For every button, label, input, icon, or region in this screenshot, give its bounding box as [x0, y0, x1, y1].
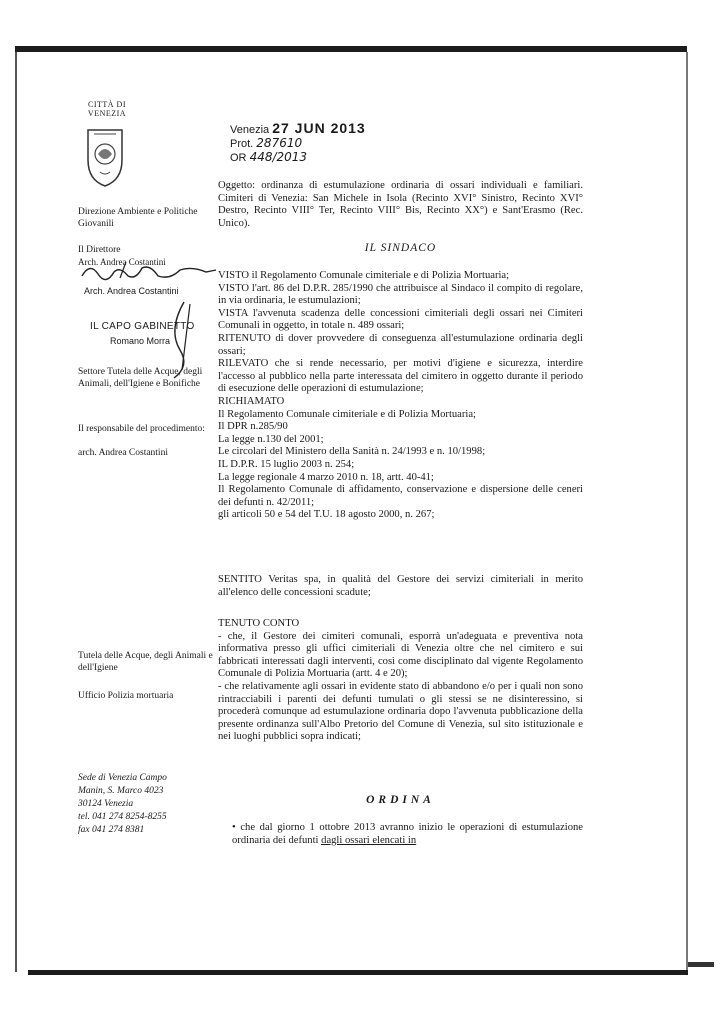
ordina-text: che dal giorno 1 ottobre 2013 avranno inizio le operazioni di estumulazione ordinaria dei defunti — [232, 822, 584, 846]
richiamato-item: La legge regionale 4 marzo 2010 n. 18, artt. 40-41; — [218, 471, 434, 483]
subject-text: ordinanza di estumulazione ordinaria di ossari individuali e familiari. Cimiteri di Venezia: San Michele in Isola (Recinto XVI° Sinistro, Recinto XVI° Destro, Recinto VIII° Ter, Recinto VIII° Bis, Recinto XX°) e Sant'Erasmo (Rec. Unico). — [218, 180, 583, 229]
office-tutela: Tutela delle Acque, degli Animali e dell'Igiene — [78, 651, 213, 673]
premises — [218, 270, 583, 522]
city-name — [85, 100, 129, 118]
richiamato-item: gli articoli 50 e 54 del T.U. 18 agosto 2000, n. 267; — [218, 509, 435, 521]
office-polizia: Ufficio Polizia mortuaria — [78, 691, 174, 701]
scan-border-top — [15, 46, 687, 52]
tenuto-heading: TENUTO CONTO — [218, 618, 300, 629]
address-line: Sede di Venezia Campo — [78, 773, 167, 783]
document-header — [230, 122, 366, 165]
capo-gabinetto-stamp: IL CAPO GABINETTO — [90, 321, 195, 332]
city-line-2: VENEZIA — [87, 109, 127, 118]
ordina-underlined: dagli ossari elencati in — [321, 834, 417, 846]
director-name: Arch. Andrea Costantini — [78, 257, 166, 267]
tenuto-item-1: - che, il Gestore dei cimiteri comunali, esporrà un'adeguata e preventiva nota informativa presso gli uffici cimiteriali di Venezia oltre che nel cimitero e sui fabbricati interessati dagli interventi, così come disciplinato dal vigente Regolamento Comunale di Polizia Mortuaria (artt. 4 e 20); — [218, 630, 583, 680]
capo-gabinetto-name: Romano Morra — [110, 336, 171, 346]
subject — [218, 180, 583, 230]
tenuto-item-2: - che relativamente agli ossari in evidente stato di abbandono e/o per i quali non sono rintracciabili i parenti dei defunti tumulati o gli stessi se ne disinteressino, si procederà comunque ad estumulazione ordinaria dopo l'avvenuta pubblicazione della presente ordinanza sull'Albo Pretorio del Comune di Venezia, sul sito istituzionale e nei luoghi pubblici sopra indicati; — [218, 680, 583, 743]
city-line-1: CITTÀ DI — [88, 100, 126, 109]
visto-2: VISTO l'art. 86 del D.P.R. 285/1990 che attribuisce al Sindaco il compito di regolare, in via ordinaria, le estumulazioni; — [218, 282, 583, 307]
title-sindaco: IL SINDACO — [364, 242, 437, 254]
or-label: OR — [230, 152, 247, 164]
office-address — [78, 772, 218, 837]
date-stamp: 27 JUN 2013 — [272, 120, 366, 136]
richiamato-item: Le circolari del Ministero della Sanità n. 24/1993 e n. 10/1998; — [218, 446, 486, 458]
ritenuto: RITENUTO di dover provvedere di conseguenza all'estumulazione ordinaria degli ossari; — [218, 332, 583, 357]
richiamato: RICHIAMATO — [218, 395, 285, 407]
director-signature — [80, 258, 220, 284]
address-line: 30124 Venezia — [78, 799, 134, 809]
richiamato-item: La legge n.130 del 2001; — [218, 433, 324, 445]
richiamato-item: Il Regolamento Comunale cimiteriale e di Polizia Mortuaria; — [218, 408, 477, 420]
richiamato-item: Il Regolamento Comunale di affidamento, conservazione e dispersione delle ceneri dei defunti n. 42/2011; — [218, 484, 583, 508]
sentito — [218, 574, 583, 599]
sector: Settore Tutela delle Acque, degli Animali, dell'Igiene e Bonifiche — [78, 367, 203, 389]
scan-corner-mark — [688, 962, 714, 967]
scan-border-right — [686, 52, 688, 972]
director-printed-name: Arch. Andrea Costantini — [84, 286, 179, 296]
or-number: 448/2013 — [249, 150, 308, 164]
scan-border-bottom — [28, 970, 688, 975]
place: Venezia — [230, 124, 270, 136]
richiamato-item: IL D.P.R. 15 luglio 2003 n. 254; — [218, 458, 355, 470]
address-line: Manin, S. Marco 4023 — [78, 786, 164, 796]
scan-border-left — [15, 52, 17, 972]
sentito-text: SENTITO Veritas spa, in qualità del Gestore dei servizi cimiteriali in merito all'elenco delle concessioni scadute; — [218, 574, 583, 598]
prot-number: 287610 — [256, 136, 303, 150]
responsible-name: arch. Andrea Costantini — [78, 448, 168, 458]
visto-1: VISTO il Regolamento Comunale cimiteriale e di Polizia Mortuaria; — [218, 270, 510, 281]
venice-crest-icon — [80, 126, 130, 188]
department: Direzione Ambiente e Politiche Giovanili — [78, 207, 198, 229]
rilevato: RILEVATO che si rende necessario, per motivi d'igiene e sicurezza, interdire l'accesso al pubblico nella parte interessata del cimitero in oggetto durante il periodo di esecuzione delle operazioni di estumulazione; — [218, 358, 583, 395]
address-line: tel. 041 274 8254-8255 — [78, 812, 167, 822]
subject-label: Oggetto: — [218, 180, 256, 191]
richiamato-item: Il DPR n.285/90 — [218, 421, 288, 433]
ordina-item: • che dal giorno 1 ottobre 2013 avranno inizio le operazioni di estumulazione ordinaria dei defunti dagli ossari elencati in — [232, 822, 584, 846]
tenuto-conto — [218, 618, 583, 744]
vista: VISTA l'avvenuta scadenza delle concessioni cimiteriali degli ossari nei Cimiteri Comunali in oggetto, in totale n. 489 ossari; — [218, 307, 583, 332]
title-ordina: ORDINA — [366, 794, 435, 806]
prot-label: Prot. — [230, 138, 254, 150]
address-line: fax 041 274 8381 — [78, 825, 145, 835]
director-title: Il Direttore — [78, 245, 121, 255]
responsible-title: Il responsabile del procedimento: — [78, 424, 205, 434]
